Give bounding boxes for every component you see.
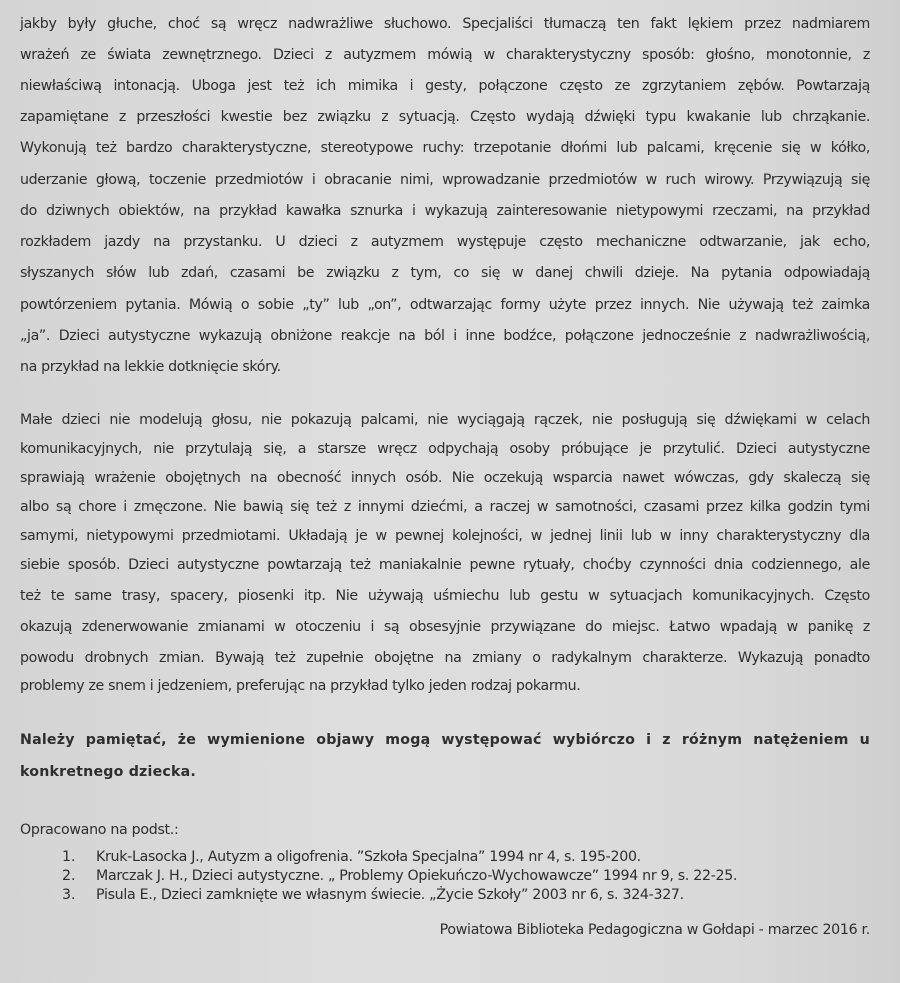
paragraph-2-line: albo są chore i zmęczone. Nie bawią się też z innymi dziećmi, a raczej w samotności, czasami przez kilka godzin tymi [20,499,870,515]
paragraph-1-line: powtórzeniem pytania. Mówią o sobie „ty” lub „on”, odtwarzając formy użyte przez innych. Nie używają też zaimka [20,297,870,313]
paragraph-2-line: samymi, nietypowymi przedmiotami. Układają je w pewnej kolejności, w jednej linii lub w inny charakterystyczny dla [20,528,870,544]
paragraph-1-line: Wykonują też bardzo charakterystyczne, stereotypowe ruchy: trzepotanie dłońmi lub palcami, kręcenie się w kółko, [20,140,870,156]
paragraph-1-line: wrażeń ze świata zewnętrznego. Dzieci z autyzmem mówią w charakterystyczny sposób: głośno, monotonnie, z [20,47,870,63]
note-line: konkretnego dziecka. [20,764,197,780]
paragraph-2-line: sprawiają wrażenie obojętnych na obecność innych osób. Nie oczekują wsparcia nawet wówczas, gdy skaleczą się [20,470,870,486]
paragraph-2-line: okazują zdenerwowanie zmianami w otoczeniu i są obsesyjnie przywiązane do miejsc. Łatwo wpadają w panikę z [20,619,870,635]
paragraph-1-line: do dziwnych obiektów, na przykład kawałka sznurka i wykazują zainteresowanie nietypowymi rzeczami, na przykład [20,203,870,219]
paragraph-1-line: jakby były głuche, choć są wręcz nadwrażliwe słuchowo. Specjaliści tłumaczą ten fakt lękiem przez nadmiarem [20,16,870,32]
paragraph-2-line: powodu drobnych zmian. Bywają też zupełnie obojętne na zmiany o radykalnym charakterze. Wykazują ponadto [20,650,870,666]
paragraph-1-line: „ja”. Dzieci autystyczne wykazują obniżone reakcje na ból i inne bodźce, połączone jednocześnie z nadwrażliwością, [20,328,870,344]
source-number: 1. [62,849,76,865]
source-reference: Kruk-Lasocka J., Autyzm a oligofrenia. ”Szkoła Specjalna” 1994 nr 4, s. 195-200. [96,849,641,865]
sources-heading: Opracowano na podst.: [20,822,179,838]
paragraph-2-line: też te same trasy, spacery, piosenki itp. Nie używają uśmiechu lub gestu w sytuacjach komunikacyjnych. Często [20,588,870,604]
paragraph-1-line: słyszanych słów lub zdań, czasami be związku z tym, co się w danej chwili dzieje. Na pytania odpowiadają [20,265,870,281]
note-line: Należy pamiętać, że wymienione objawy mogą występować wybiórczo i z różnym natężeniem u [20,732,870,748]
paragraph-1-line: rozkładem jazdy na przystanku. U dzieci z autyzmem występuje często mechaniczne odtwarzanie, jak echo, [20,234,870,250]
paragraph-1-line: na przykład na lekkie dotknięcie skóry. [20,359,281,375]
paragraph-2-line: problemy ze snem i jedzeniem, preferując na przykład tylko jeden rodzaj pokarmu. [20,678,581,694]
paragraph-2-line: siebie sposób. Dzieci autystyczne powtarzają też maniakalnie pewne rytuały, choćby czynności dnia codziennego, ale [20,557,870,573]
source-number: 3. [62,887,76,903]
source-number: 2. [62,868,76,884]
paragraph-1-line: niewłaściwą intonacją. Uboga jest też ich mimika i gesty, połączone często ze zgrzytaniem zębów. Powtarzają [20,78,870,94]
paragraph-2-line: komunikacyjnych, nie przytulają się, a starsze wręcz odpychają osoby próbujące je przytulić. Dzieci autystyczne [20,441,870,457]
paragraph-1-line: zapamiętane z przeszłości kwestie bez związku z sytuacją. Często wydają dźwięki typu kwakanie lub chrząkanie. [20,109,870,125]
source-reference: Pisula E., Dzieci zamknięte we własnym świecie. „Życie Szkoły” 2003 nr 6, s. 324-327. [96,887,684,903]
paragraph-2-line: Małe dzieci nie modelują głosu, nie pokazują palcami, nie wyciągają rączek, nie posługują się dźwiękami w celach [20,412,870,428]
source-reference: Marczak J. H., Dzieci autystyczne. „ Problemy Opiekuńczo-Wychowawcze” 1994 nr 9, s. 22-25. [96,868,738,884]
footer-credit: Powiatowa Biblioteka Pedagogiczna w Gołdapi - marzec 2016 r. [439,922,870,938]
paragraph-1-line: uderzanie głową, toczenie przedmiotów i obracanie nimi, wprowadzanie przedmiotów w ruch wirowy. Przywiązują się [20,172,870,188]
